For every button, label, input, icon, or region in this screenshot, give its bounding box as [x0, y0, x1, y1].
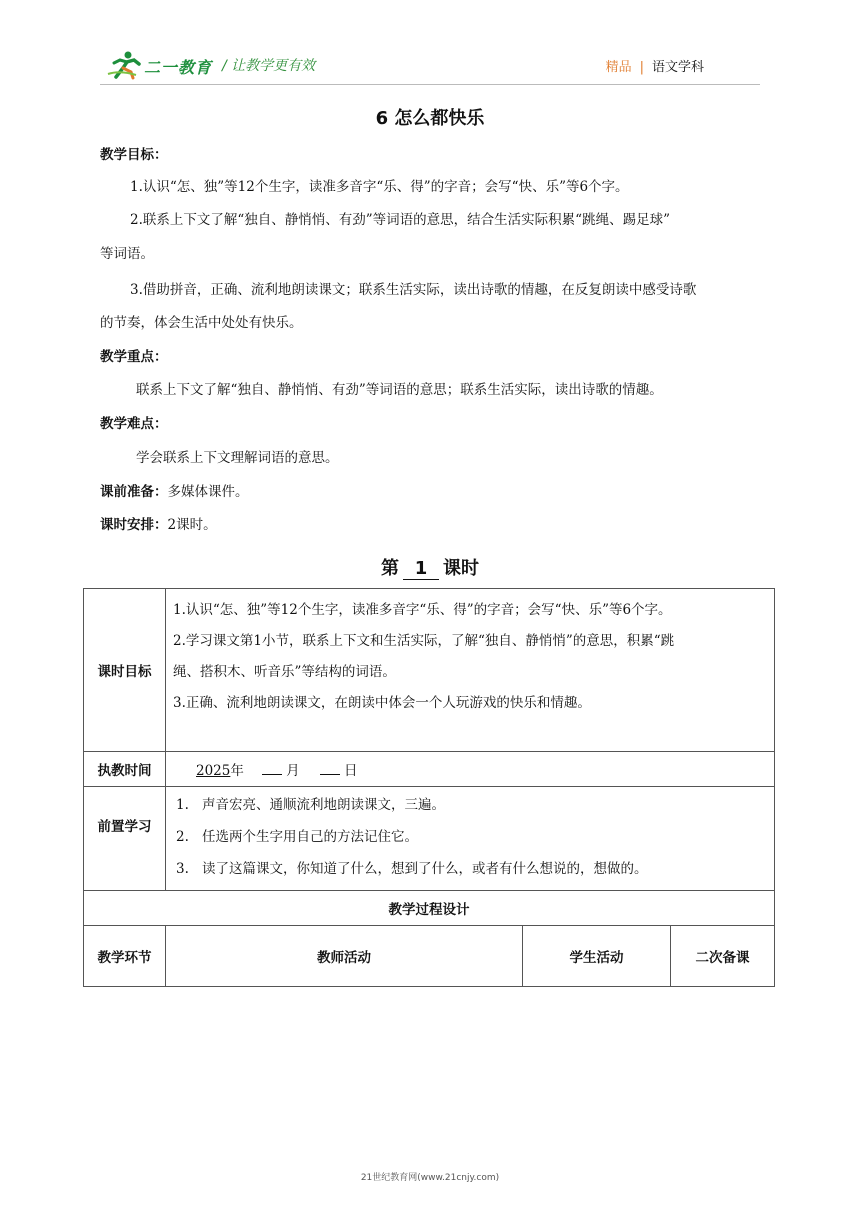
- prep-label: 课前准备：: [100, 484, 168, 500]
- subject-tag: 语文学科: [651, 60, 704, 75]
- footer: 21世纪教育网(www.21cnjy.com): [360, 1173, 500, 1183]
- lesson-goals: [166, 589, 775, 752]
- slogan: / 让教学更有效: [222, 58, 316, 74]
- goal-item: 3.借助拼音，正确、流利地朗读课文；联系生活实际，读出诗歌的情趣，在反复朗读中感受诗歌: [130, 282, 697, 298]
- lesson-goal-item: 绳、搭积木、听音乐”等结构的词语。: [173, 664, 396, 680]
- pre-study-item: 1. 声音宏亮、通顺流利地朗读课文，三遍。: [176, 797, 445, 813]
- lesson-number: 1: [403, 558, 439, 580]
- lesson-goal-item: 3.正确、流利地朗读课文，在朗读中体会一个人玩游戏的快乐和情趣。: [173, 695, 591, 711]
- pre-study-item: 2. 任选两个生字用自己的方法记住它。: [176, 829, 418, 845]
- page-header: [100, 48, 760, 82]
- time-label: 执教时间: [84, 752, 166, 787]
- col-student: 学生活动: [523, 926, 671, 987]
- page-title: 6 怎么都快乐: [375, 108, 485, 129]
- pre-study-item: 3. 读了这篇课文，你知道了什么，想到了什么，或者有什么想说的，想做的。: [176, 861, 648, 877]
- runner-logo-icon: [106, 50, 146, 80]
- goals-label: 教学目标：: [100, 147, 168, 163]
- lesson-goal-label: 课时目标: [84, 589, 166, 752]
- schedule-label: 课时安排：: [100, 517, 168, 533]
- time-value: 2025年 月 日: [166, 752, 775, 787]
- pre-study-label: 前置学习: [84, 787, 166, 891]
- col-teacher: 教师活动: [166, 926, 523, 987]
- key-points-text: 联系上下文了解“独自、静悄悄、有劲”等词语的意思；联系生活实际，读出诗歌的情趣。: [136, 382, 663, 398]
- goal-item: 1.认识“怎、独”等12个生字，读准多音字“乐、得”的字音；会写“快、乐”等6个字。: [130, 179, 629, 195]
- process-title: 教学过程设计: [84, 891, 775, 926]
- col-second-prep: 二次备课: [671, 926, 775, 987]
- lesson-goal-item: 2.学习课文第1小节，联系上下文和生活实际，了解“独自、静悄悄”的意思，积累“跳: [173, 633, 675, 649]
- prep-text: 多媒体课件。: [167, 484, 249, 500]
- lesson-goal-item: 1.认识“怎、独”等12个生字，读准多音字“乐、得”的字音；会写“快、乐”等6个字。: [173, 602, 672, 618]
- lesson-table: [83, 588, 775, 987]
- goal-item: 2.联系上下文了解“独自、静悄悄、有劲”等词语的意思，结合生活实际积累“跳绳、踢足球”: [130, 212, 670, 228]
- logo: [106, 50, 226, 80]
- difficulties-label: 教学难点：: [100, 416, 168, 432]
- col-stage: 教学环节: [84, 926, 166, 987]
- pre-study-list: [166, 787, 775, 891]
- tag-separator: |: [639, 60, 644, 75]
- prep-line: [100, 482, 760, 502]
- header-divider: [100, 84, 760, 85]
- logo-text: 二一教育: [144, 58, 213, 77]
- key-points-label: 教学重点：: [100, 349, 168, 365]
- schedule-text: 2课时。: [167, 517, 217, 533]
- goal-item: 等词语。: [100, 246, 154, 262]
- year-value: 2025: [196, 763, 231, 779]
- difficulties-text: 学会联系上下文理解词语的意思。: [136, 450, 339, 466]
- schedule-line: [100, 515, 760, 535]
- goal-item: 的节奏，体会生活中处处有快乐。: [100, 315, 303, 331]
- premium-tag: 精品: [605, 60, 632, 75]
- lesson-title: 第 1 课时: [381, 558, 479, 579]
- header-tags: [606, 56, 704, 75]
